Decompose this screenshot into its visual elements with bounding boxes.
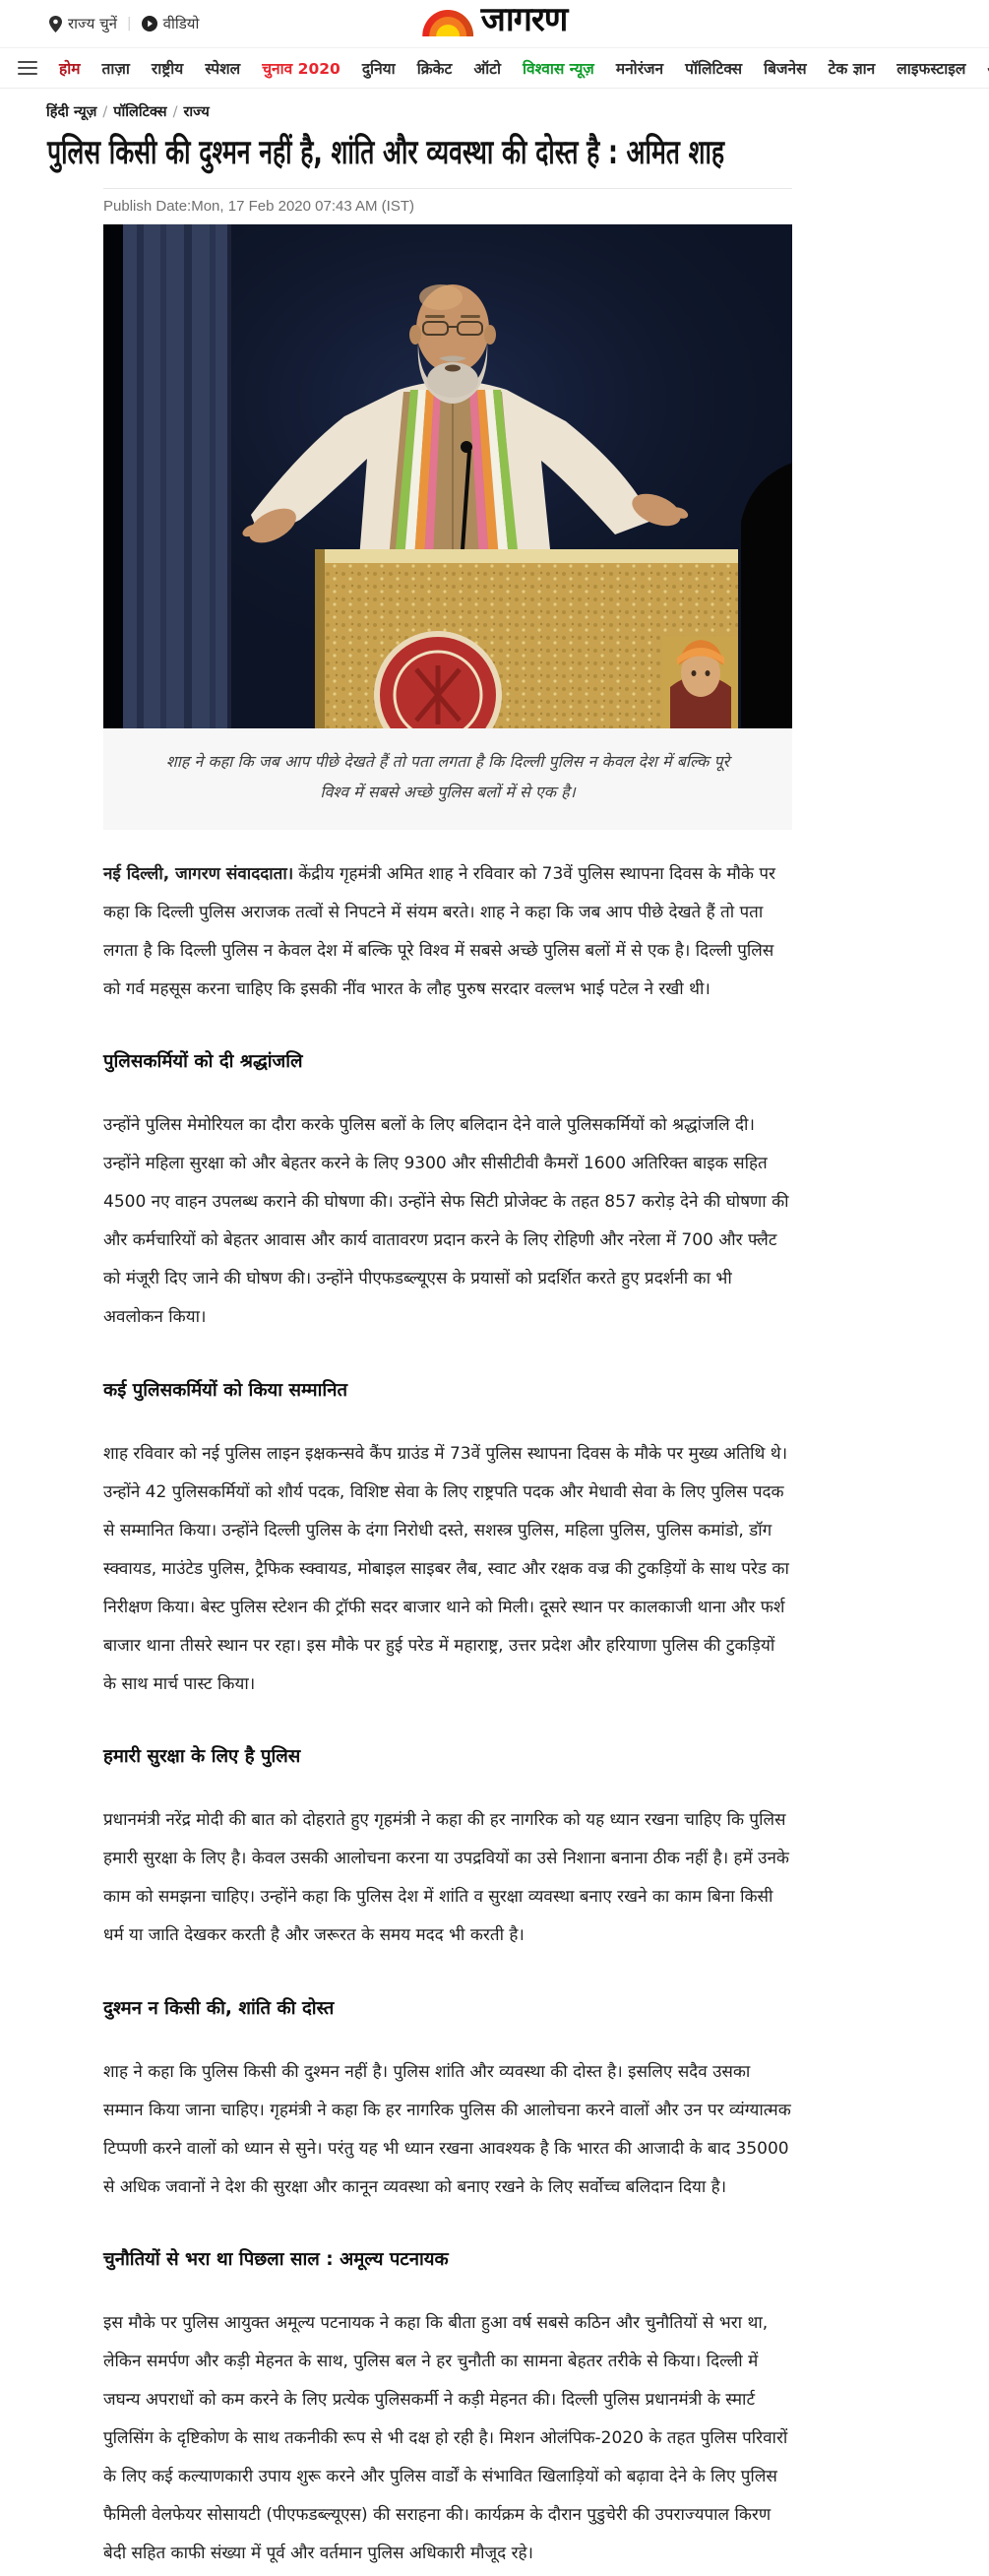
nav-item-home[interactable]: होम [59,60,81,78]
article-column [103,188,792,2576]
breadcrumb-separator: / [172,104,178,120]
breadcrumb-separator: / [102,104,108,120]
breadcrumb [0,89,989,121]
jagran-logo-text: जागरण [480,0,568,39]
top-bar-separator: | [126,16,132,31]
image-caption: शाह ने कहा कि जब आप पीछे देखते हैं तो पता लगता है कि दिल्ली पुलिस न केवल देश में बल्कि पूरे विश्व में सबसे अच्छे पुलिस बलों में से एक है। [103,728,792,829]
paragraph: शाह रविवार को नई पुलिस लाइन इक्षकन्सवे कैंप ग्राउंड में 73वें पुलिस स्थापना दिवस के मौके पर मुख्य अतिथि थे। उन्होंने 42 पुलिसकर्मियों को शौर्य पदक, विशिष्ट सेवा के लिए राष्ट्रपति पदक और मेधावी सेवा के लिए पुलिस पदक से सम्मानित किया। उन्होंने दिल्ली पुलिस के दंगा निरोधी दस्ते, सशस्त्र पुलिस, महिला पुलिस, पुलिस कमांडो, डॉग स्क्वायड, माउंटेड पुलिस, ट्रैफिक स्क्वायड, मोबाइल साइबर लैब, स्वाट और रक्षक वज्र की टुकड़ियों के साथ परेड का निरीक्षण किया। बेस्ट पुलिस स्टेशन की ट्रॉफी सदर बाजार थाने को मिली। दूसरे स्थान पर कालकाजी थाना और फर्श बाजार थाना तीसरे स्थान पर रहा। इस मौके पर हुई परेड में महाराष्ट्र, उत्तर प्रदेश और हरियाणा पुलिस की टुकड़ियों के साथ मार्च पास्ट किया। [103,1443,789,1695]
section-heading: कई पुलिसकर्मियों को किया सम्मानित [103,1379,348,1401]
nav-item-business[interactable]: बिजनेस [764,60,807,78]
nav-item-lifestyle[interactable]: लाइफस्टाइल [896,60,966,78]
breadcrumb-rajya[interactable]: राज्य [183,104,210,120]
breadcrumb-politics[interactable]: पॉलिटिक्स [113,104,167,120]
nav-item-chunav-2020[interactable]: चुनाव 2020 [262,60,340,78]
article-body [103,830,792,2576]
jagran-sun-arch-icon [422,10,473,36]
top-bar-links [49,14,199,33]
main-nav [0,47,989,89]
video-link[interactable] [142,14,200,33]
section-heading: दुश्मन न किसी की, शांति की दोस्त [103,1997,335,2019]
nav-item-manoranjan[interactable]: मनोरंजन [615,60,664,78]
paragraph: इस मौके पर पुलिस आयुक्त अमूल्य पटनायक ने कहा कि बीता हुआ वर्ष सबसे कठिन और चुनौतियों से भरा था, लेकिन समर्पण और कड़ी मेहनत के साथ, पुलिस बल ने हर चुनौती का सामना बेहतर तरीके से किया। दिल्ली में जघन्य अपराधों को कम करने के लिए प्रत्येक पुलिसकर्मी ने कड़ी मेहनत की। दिल्ली पुलिस प्रधानमंत्री के स्मार्ट पुलिसिंग के दृष्टिकोण के साथ तकनीकी रूप से भी दक्ष हो रही है। मिशन ओलंपिक-2020 के तहत पुलिस परिवारों के लिए कई कल्याणकारी उपाय शुरू करने और पुलिस वार्डों के संभावित खिलाड़ियों को बढ़ावा देने के लिए पुलिस फैमिली वेलफेयर सोसायटी (पीएफडब्ल्यूएस) की सराहना की। कार्यक्रम के दौरान पुडुचेरी की उपराज्यपाल किरण बेदी सहित काफी संख्या में पूर्व और वर्तमान पुलिस अधिकारी मौजूद रहे। [103,2312,788,2564]
nav-item-special[interactable]: स्पेशल [205,60,241,78]
article-headline: पुलिस किसी की दुश्मन नहीं है, शांति और व्यवस्था की दोस्त है : अमित शाह [47,133,725,172]
jagran-logo[interactable] [422,0,568,39]
play-icon [142,16,157,31]
section-heading: पुलिसकर्मियों को दी श्रद्धांजलि [103,1050,303,1072]
paragraph: प्रधानमंत्री नरेंद्र मोदी की बात को दोहराते हुए गृहमंत्री ने कहा की हर नागरिक को यह ध्यान रखना चाहिए कि पुलिस हमारी सुरक्षा के लिए है। केवल उसकी आलोचना करना या उपद्रवियों का उसे निशाना बनाना ठीक नहीं है। हमें उनके काम को समझना चाहिए। उन्होंने कहा कि पुलिस देश में शांति व सुरक्षा व्यवस्था बनाए रखने का काम बिना किसी धर्म या जाति देखकर करती है और जरूरत के समय मदद भी करती है। [103,1810,789,1946]
nav-item-taza[interactable]: ताज़ा [101,60,130,78]
nav-item-cricket[interactable]: क्रिकेट [416,60,453,78]
nav-item-duniya[interactable]: दुनिया [361,60,396,78]
publish-date: Publish Date:Mon, 17 Feb 2020 07:43 AM (IST) [103,188,792,224]
paragraph: उन्होंने पुलिस मेमोरियल का दौरा करके पुलिस बलों के लिए बलिदान देने वाले पुलिसकर्मियों को श्रद्धांजलि दी। उन्होंने महिला सुरक्षा को और बेहतर करने के लिए 9300 और सीसीटीवी कैमरों 1600 अतिरिक्त बाइक सहित 4500 नए वाहन उपलब्ध कराने की घोषणा की। उन्होंने सेफ सिटी प्रोजेक्ट के तहत 857 करोड़ देने की घोषणा की और कर्मचारियों को बेहतर आवास और कार्य वातावरण प्रदान करने के लिए रोहिणी और नरेला में 700 और फ्लैट को मंजूरी दिए जाने की घोषण की। उन्होंने पीएफडब्ल्यूएस के प्रयासों को प्रदर्शित करते हुए प्रदर्शनी का भी अवलोकन किया। [103,1114,789,1328]
paragraph [103,855,792,1009]
nav-item-rashtriya[interactable]: राष्ट्रीय [151,60,184,78]
state-select-label: राज्य चुनें [68,15,117,32]
paragraph-text: केंद्रीय गृहमंत्री अमित शाह ने रविवार को 73वें पुलिस स्थापना दिवस के मौके पर कहा कि दिल्ली पुलिस अराजक तत्वों से निपटने में संयम बरते। शाह ने कहा कि जब आप पीछे देखते हैं तो पता लगता है कि दिल्ली पुलिस न केवल देश में बल्कि पूरे विश्व में सबसे अच्छे पुलिस बलों में से एक है। दिल्ली पुलिस को गर्व महसूस करना चाहिए कि इसकी नींव भारत के लौह पुरुष सरदार वल्लभ भाई पटेल ने रखी थी। [103,863,775,999]
nav-item-vishwas-news[interactable]: विश्वास न्यूज़ [523,60,594,78]
nav-item-tech-gyan[interactable]: टेक ज्ञान [828,60,876,78]
location-pin-icon [49,16,62,32]
state-select-link[interactable] [49,14,117,33]
top-bar [0,0,989,47]
nav-item-politics[interactable]: पॉलिटिक्स [685,60,743,78]
nav-item-auto[interactable]: ऑटो [473,60,502,78]
section-heading: चुनौतियों से भरा था पिछला साल : अमूल्य पटनायक [103,2248,449,2270]
breadcrumb-hindi-news[interactable]: हिंदी न्यूज़ [46,104,97,120]
dateline-lead: नई दिल्ली, जागरण संवाददाता। [103,863,294,884]
section-heading: हमारी सुरक्षा के लिए है पुलिस [103,1746,301,1768]
article-image [103,224,792,728]
hamburger-menu-icon[interactable] [18,61,37,75]
video-label: वीडियो [162,15,200,32]
paragraph: शाह ने कहा कि पुलिस किसी की दुश्मन नहीं है। पुलिस शांति और व्यवस्था की दोस्त है। इसलिए सदैव उसका सम्मान किया जाना चाहिए। गृहमंत्री ने कहा कि हर नागरिक पुलिस की आलोचना करने वालों और उन पर व्यंग्यात्मक टिप्पणी करने वालों को ध्यान से सुने। परंतु यह भी ध्यान रखना आवश्यक है कि भारत की आजादी के बाद 35000 से अधिक जवानों ने देश की सुरक्षा और कानून व्यवस्था को बनाए रखने के लिए सर्वोच्च बलिदान दिया है। [103,2061,791,2197]
